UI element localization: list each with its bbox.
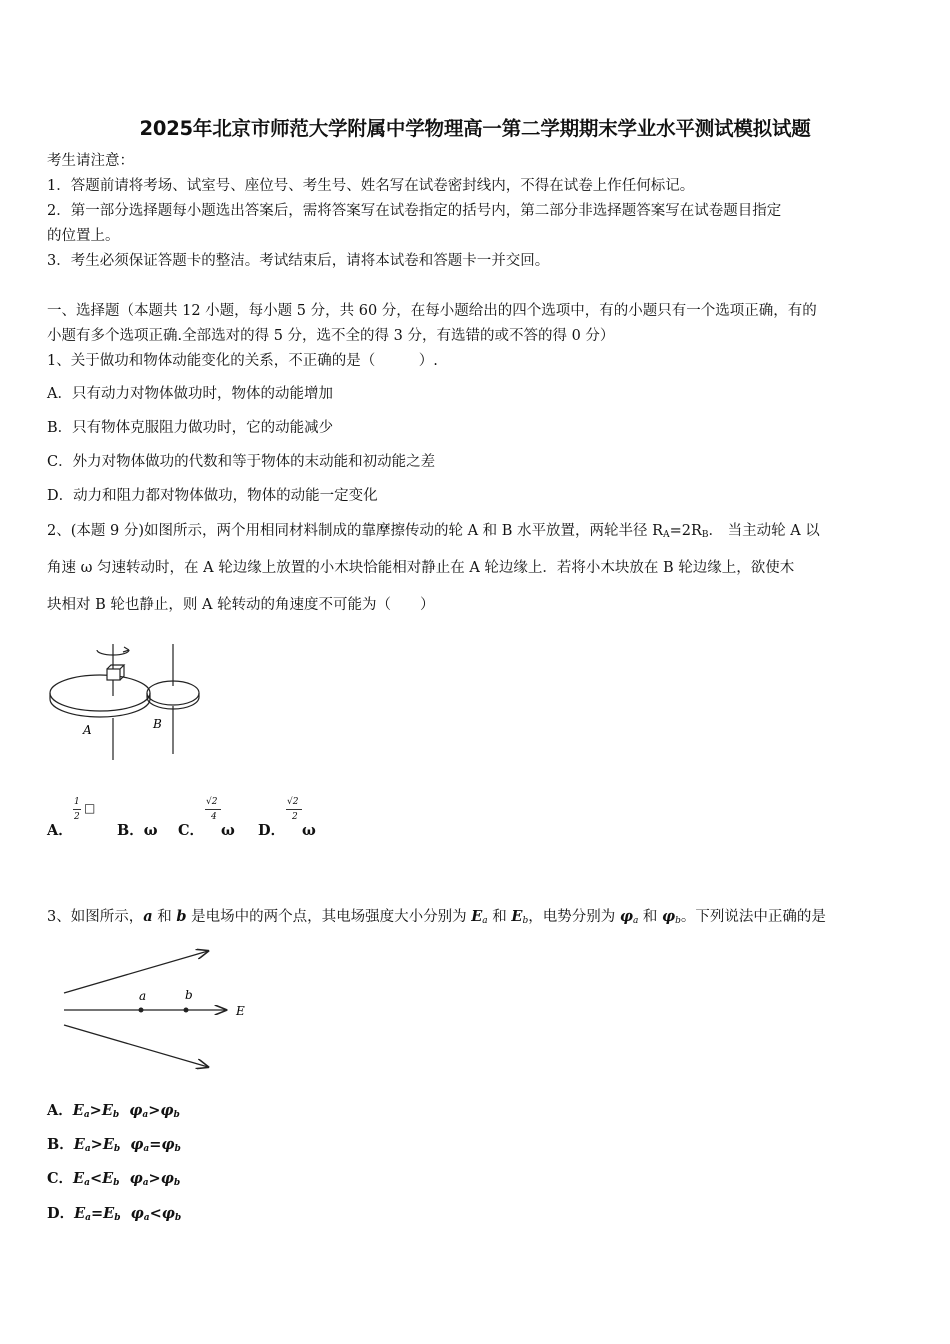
q3-phib: φ <box>662 908 676 925</box>
q3-and-3: 和 <box>638 909 663 925</box>
q3-phia-sub: a <box>632 916 639 926</box>
q3-b-sub3: a <box>143 1144 150 1154</box>
q2-option-d-fraction-bar <box>286 809 302 810</box>
q3-a-sub1: a <box>83 1110 90 1120</box>
q2-stem-part-a: 2、(本题 9 分)如图所示，两个用相同材料制成的靠摩擦传动的轮 A 和 B 水平放置，两轮半径 R <box>47 523 664 539</box>
wheel-a-top <box>50 675 150 711</box>
field-line-bottom <box>64 1025 208 1067</box>
q3-d-sub4: b <box>174 1213 182 1223</box>
section1-line-2: 小题有多个选项正确.全部选对的得 5 分，选不全的得 3 分，有选错的或不答的得 0 分） <box>47 328 615 344</box>
page-title: 2025年北京市师范大学附属中学物理高一第二学期期末学业水平测试模拟试题 <box>139 117 811 140</box>
q2-stem-part-b: =2R <box>669 523 702 539</box>
notice-item-2-line-1: 2．第一部分选择题每小题选出答案后，需将答案写在试卷指定的括号内，第二部分非选择题答案写在试卷题目指定 <box>47 203 782 219</box>
q3-option-b-label: B． <box>47 1136 74 1153</box>
q3-eb-sub: b <box>522 916 529 926</box>
q3-b-phi2: φ <box>161 1136 175 1153</box>
q3-c-sub2: b <box>113 1178 120 1188</box>
q2-sub-b: B <box>701 530 709 540</box>
q2-option-c-denominator: 4 <box>211 812 217 822</box>
q3-c-e1: E <box>73 1170 85 1187</box>
q2-option-c-numerator: √2 <box>206 797 218 807</box>
q2-option-a-numerator: 1 <box>74 797 80 807</box>
fig-label-b: B <box>153 717 162 731</box>
q3-d-e1: E <box>74 1205 86 1222</box>
q2-option-d-numerator: √2 <box>287 797 299 807</box>
q2-option-d-symbol: ω <box>302 822 316 839</box>
q3-a-sub2: b <box>112 1110 120 1120</box>
q3-a-rel2: > <box>148 1102 161 1119</box>
q3-b-rel1: > <box>90 1136 103 1153</box>
q3-b-e1: E <box>73 1136 85 1153</box>
q3-d-e2: E <box>103 1205 115 1222</box>
q3-phib-sub: b <box>675 916 681 926</box>
q1-option-a: A．只有动力对物体做功时，物体的动能增加 <box>47 386 333 402</box>
q3-option-c <box>47 1169 180 1189</box>
q3-d-phi2: φ <box>161 1205 175 1222</box>
q3-a-phi2: φ <box>160 1102 174 1119</box>
q2-option-b: B．ω <box>117 822 158 839</box>
q3-a-e2: E <box>101 1102 113 1119</box>
q3-ea-sub: a <box>482 916 488 926</box>
q3-stem-part-c: ，电势分别为 <box>528 909 620 925</box>
q3-option-c-label: C． <box>47 1170 74 1187</box>
q2-option-c-symbol: ω <box>221 822 235 839</box>
q2-option-d-denominator: 2 <box>292 812 298 822</box>
notice-item-3: 3．考生必须保证答题卡的整洁。考试结束后，请将本试卷和答题卡一并交回。 <box>47 253 550 269</box>
q3-a-phi1: φ <box>129 1102 143 1119</box>
fig-label-a: A <box>83 723 92 737</box>
q3-c-rel1: < <box>89 1170 103 1187</box>
wooden-block <box>107 669 120 680</box>
q3-option-a-label: A． <box>47 1102 73 1119</box>
q3-d-rel2: < <box>149 1205 162 1222</box>
notice-item-2-line-2: 的位置上。 <box>47 228 120 244</box>
q2-option-c-label: C． <box>178 822 205 839</box>
field-lines-figure <box>58 945 258 1075</box>
q3-eb: E <box>511 908 523 925</box>
q2-option-a-symbol: □ <box>84 801 96 815</box>
q3-ea: E <box>471 908 483 925</box>
q3-stem-part-a: 3、如图所示， <box>47 909 144 925</box>
q3-b-e2: E <box>102 1136 114 1153</box>
q3-a-sub4: b <box>173 1110 180 1120</box>
q3-option-d <box>47 1204 181 1224</box>
fig-point-b-label: b <box>185 988 193 1002</box>
q1-stem: 1、关于做功和物体动能变化的关系，不正确的是（ ）. <box>47 353 438 369</box>
wheels-figure <box>45 636 205 766</box>
q2-option-a-fraction-bar <box>73 809 81 810</box>
wheel-a-side <box>50 693 150 717</box>
q2-stem-line-1 <box>47 521 820 541</box>
q3-point-b: b <box>176 908 187 925</box>
q3-c-rel2: > <box>148 1170 161 1187</box>
q3-d-rel1: = <box>90 1205 104 1222</box>
q3-c-sub3: a <box>142 1178 149 1188</box>
q3-b-phi1: φ <box>130 1136 144 1153</box>
q1-option-c: C．外力对物体做功的代数和等于物体的末动能和初动能之差 <box>47 454 436 470</box>
q3-option-d-label: D． <box>47 1205 75 1222</box>
q2-option-a-label: A． <box>47 822 73 839</box>
q3-stem <box>47 907 826 927</box>
q1-option-b: B．只有物体克服阻力做功时，它的动能减少 <box>47 420 334 436</box>
q3-point-a: a <box>143 908 153 925</box>
q3-c-phi2: φ <box>160 1170 174 1187</box>
field-line-top <box>64 951 208 993</box>
point-a-dot <box>139 1008 144 1013</box>
q3-option-b <box>47 1135 181 1155</box>
q3-c-phi1: φ <box>129 1170 143 1187</box>
q3-option-a <box>47 1101 180 1121</box>
q3-a-e1: E <box>72 1102 84 1119</box>
q3-a-rel1: > <box>89 1102 102 1119</box>
q3-a-sub3: a <box>142 1110 149 1120</box>
q2-option-d-label: D． <box>258 822 286 839</box>
q3-d-sub3: a <box>143 1213 150 1223</box>
notice-heading: 考生请注意： <box>47 153 134 169</box>
q2-stem-line-2: 角速 ω 匀速转动时，在 A 轮边缘上放置的小木块恰能相对静止在 A 轮边缘上．若将小木块放在 B 轮边缘上，欲使木 <box>47 560 795 576</box>
q3-and-1: 和 <box>152 909 177 925</box>
q3-and-2: 和 <box>487 909 512 925</box>
q3-c-e2: E <box>102 1170 114 1187</box>
q2-stem-line-3: 块相对 B 轮也静止，则 A 轮转动的角速度不可能为（ ） <box>47 597 435 613</box>
fig-e-label: E <box>236 1004 245 1018</box>
q3-d-sub2: b <box>114 1213 121 1223</box>
section1-line-1: 一、选择题（本题共 12 小题，每小题 5 分，共 60 分，在每小题给出的四个选项中，有的小题只有一个选项正确，有的 <box>47 303 817 319</box>
q3-d-phi1: φ <box>130 1205 144 1222</box>
q2-option-c-fraction-bar <box>205 809 221 810</box>
q3-phia: φ <box>619 908 633 925</box>
q2-stem-part-c: ． 当主动轮 A 以 <box>708 523 820 539</box>
q3-b-sub1: a <box>84 1144 91 1154</box>
notice-item-1: 1．答题前请将考场、试室号、座位号、考生号、姓名写在试卷密封线内，不得在试卷上作任何标记。 <box>47 178 695 194</box>
fig-point-a-label: a <box>139 989 147 1003</box>
q3-stem-part-b: 是电场中的两个点，其电场强度大小分别为 <box>186 909 472 925</box>
q3-d-sub1: a <box>85 1213 91 1223</box>
q1-option-d: D．动力和阻力都对物体做功，物体的动能一定变化 <box>47 488 378 504</box>
q3-c-sub1: a <box>84 1178 90 1188</box>
q3-stem-part-d: 。下列说法中正确的是 <box>680 909 826 925</box>
q3-b-sub2: b <box>113 1144 121 1154</box>
q3-b-sub4: b <box>174 1144 181 1154</box>
point-b-dot <box>184 1008 189 1013</box>
q2-sub-a: A <box>663 530 670 540</box>
q3-b-rel2: = <box>149 1136 162 1153</box>
q2-option-a-denominator: 2 <box>74 812 80 822</box>
q3-c-sub4: b <box>173 1178 181 1188</box>
